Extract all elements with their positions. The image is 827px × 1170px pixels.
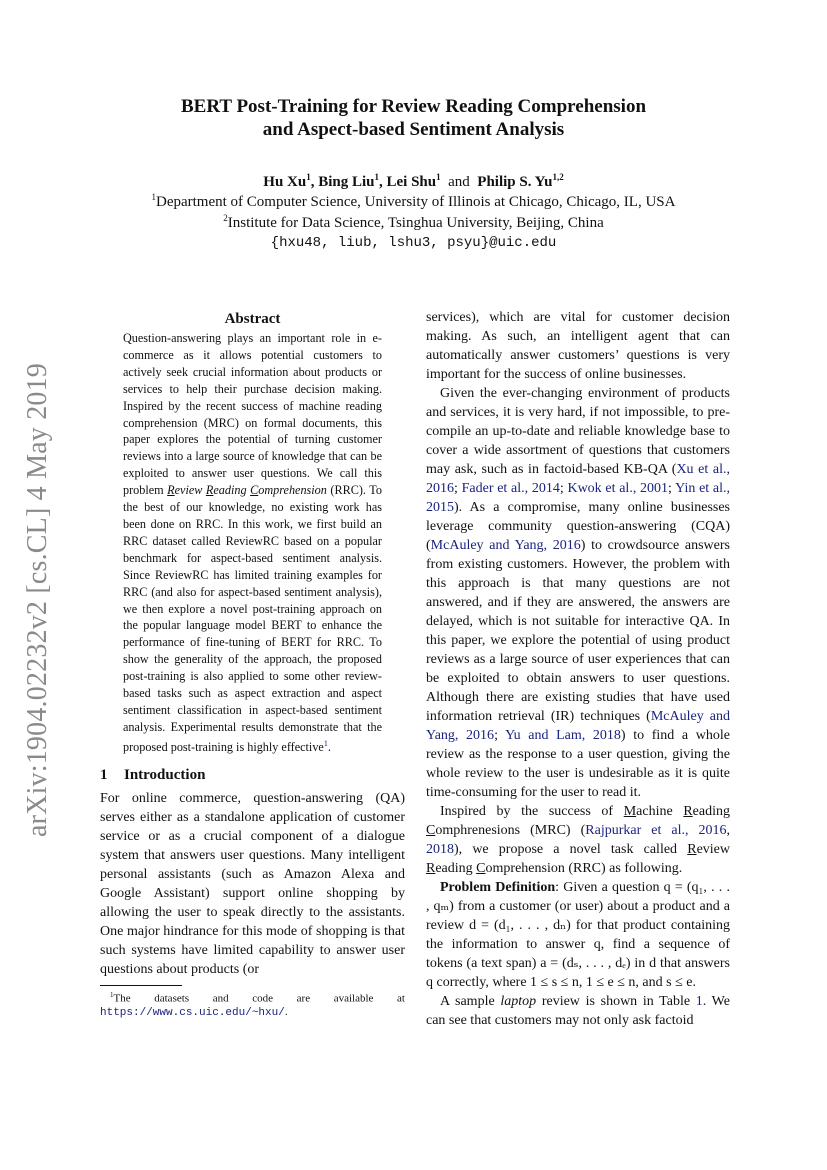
abstract-text: Question-answering plays an important role in e-commerce as it allows potential customers to actively seek crucial information about products or services to help their purchase decision making. Inspired by the recent success of machine reading comprehension (MRC) on formal documents, this paper explores the potential of turning customer reviews into a large source of knowledge that can be exploited to answer user questions. We call this problem — [123, 331, 382, 498]
citation-link[interactable]: Yu and Lam, 2018 — [505, 728, 621, 743]
author-name: Bing Liu — [318, 174, 375, 190]
rrc-term: Review Reading Comprehension — [167, 483, 327, 498]
author-emails: {hxu48, liub, lshu3, psyu}@uic.edu — [270, 235, 557, 251]
section-number: 1 — [100, 766, 108, 783]
author-conjunction: and — [448, 174, 470, 190]
title-line-2: and Aspect-based Sentiment Analysis — [262, 119, 565, 140]
footnote: $^1$The datasets and code are available at https://www.cs.uic.edu/~hxu/. — [100, 990, 405, 1020]
abstract-heading: Abstract — [224, 311, 281, 327]
table-ref-link[interactable]: 1 — [695, 994, 703, 1009]
affiliation-1 — [0, 192, 827, 213]
section-heading-introduction — [100, 765, 405, 785]
code-url-link[interactable]: https://www.cs.uic.edu/~hxu/ — [100, 1007, 285, 1020]
citation-link[interactable]: 2018 — [426, 842, 454, 857]
affiliation-text: Department of Computer Science, University of Illinois at Chicago, Chicago, IL, USA — [156, 194, 676, 210]
citation-link[interactable]: Yin et al., 2015 — [426, 481, 730, 515]
author-name: Philip S. Yu — [477, 174, 553, 190]
intro-paragraph-1-part-a: For online commerce, question-answering (QA) serves either as a standalone application of customer service or as a crucial component of a dialogue system that answers user questions. Many intelligent personal assistants (such as Amazon Alexa and Google Assistant) support online shopping by allowing the user to speak directly to the assistants. One major hindrance for this mode of shopping is that such systems have limited capability to answer user questions about products (or — [100, 790, 405, 977]
intro-paragraph-2: Given the ever-changing environment of products and services, it is very hard, if not impossible, to pre-compile an up-to-date and reliable knowledge base to cover a wide assortment of questions that customers may ask, such as in factoid-based KB-QA (Xu et al., 2016; Fader et al., 2014; Kwok et al., 2001; Yin et al., 2015). As a compromise, many online businesses leverage community question-answering (CQA) (McAuley and Yang, 2016) to crowdsource answers from existing customers. However, the problem with this approach is that many questions are not answered, and if they are answered, the answers are delayed, which is not suitable for interactive QA. In this paper, we explore the potential of using product reviews as a large source of user experiences that can be exploited to obtain answers to user questions. Although there are existing studies that have used information retrieval (IR) techniques (McAuley and Yang, 2016; Yu and Lam, 2018) to find a whole review as the response to a user question, giving the whole review to the user is undesirable as it is quite time-consuming for the user to read it. — [426, 386, 730, 800]
citation-link[interactable]: Rajpurkar et al., 2016 — [585, 823, 727, 838]
left-column — [100, 308, 405, 1020]
intro-paragraph-5: A sample laptop review is shown in Table 1. We can see that customers may not only ask factoid — [426, 994, 730, 1028]
footnote-ref-link[interactable]: 1 — [323, 738, 328, 748]
footnote-text: The datasets and code are available at — [113, 992, 405, 1005]
author-name: Hu Xu — [263, 174, 307, 190]
footnote-mark: 1 — [110, 990, 114, 999]
footnote-divider — [100, 985, 182, 986]
arxiv-side-stamp — [18, 360, 58, 840]
citation-link[interactable]: Fader et al., 2014 — [461, 481, 560, 496]
problem-definition-label: Problem Definition — [440, 880, 556, 895]
affiliation-mark: 2 — [223, 212, 228, 223]
author-names: Hu Xu$^1$, Bing Liu$^1$, Lei Shu$^1$ and Philip S. Yu$^{1,2}$ — [263, 172, 564, 190]
right-column — [426, 308, 730, 1030]
abstract-body: Question-answering plays an important role in e-commerce as it allows potential customers to actively seek crucial information about products or services to help their purchase decision making. Inspired by the recent success of machine reading comprehension (MRC) on formal documents, this paper explores the potential of turning customer reviews into a large source of knowledge that can be exploited to answer user questions. We call this problem Review Reading Comprehension (RRC). To the best of our knowledge, no existing work has been done on RRC. In this work, we first build an RRC dataset called ReviewRC based on a popular benchmark for aspect-based sentiment analysis. Since ReviewRC has limited training examples for RRC (and also for aspect-based sentiment analysis), we then explore a novel post-training approach on the popular language model BERT to enhance the performance of fine-tuning of BERT for RRC. To show the generality of the approach, the proposed post-training is also applied to some other review-based tasks such as aspect extraction and aspect sentiment classification in aspect-based sentiment analysis. Experimental results demonstrate that the proposed post-training is highly effective$^1$. — [123, 331, 382, 754]
citation-link[interactable]: McAuley and Yang, 2016 — [430, 538, 581, 553]
affiliation-mark: 1 — [151, 192, 156, 202]
problem-definition-paragraph: Problem Definition: Given a question q = (q₁, . . . , qₘ) from a customer (or user) about a product and a review d = (d₁, . . . , dₙ) for that product containing the information to answer q, find a sequence of tokens (a text span) a = (dₛ, . . . , dₑ) in d that answers q correctly, where 1 ≤ s ≤ n, 1 ≤ e ≤ n, and s ≤ e. — [426, 880, 730, 990]
intro-paragraph-1-part-b: services), which are vital for customer decision making. As such, an intelligent agent that can automatically answer customers’ questions is very important for the success of online businesses. — [426, 310, 730, 382]
intro-paragraph-3: Inspired by the success of Machine Reading Comphrenesions (MRC) (Rajpurkar et al., 2016, 2018), we propose a novel task called Review Reading Comprehension (RRC) as following. — [426, 804, 730, 876]
affiliation-text: Institute for Data Science, Tsinghua University, Beijing, China — [227, 214, 604, 231]
section-title: Introduction — [124, 766, 206, 783]
author-affiliation-mark: 1 — [436, 172, 441, 182]
author-block — [0, 172, 827, 254]
arxiv-identifier: arXiv:1904.02232v2 [cs.CL] 4 May 2019 — [22, 362, 53, 838]
affiliation-2 — [0, 213, 827, 234]
citation-link[interactable]: Kwok et al., 2001 — [567, 481, 669, 496]
title-line-1: BERT Post-Training for Review Reading Comprehension — [180, 96, 647, 117]
author-affiliation-mark: 1,2 — [552, 172, 564, 182]
citation-link[interactable]: Xu et al., 2016 — [426, 462, 730, 496]
paper-title — [0, 95, 827, 141]
author-name: Lei Shu — [386, 174, 437, 190]
author-affiliation-mark: 1 — [374, 172, 379, 182]
abstract-text: (RRC). To the best of our knowledge, no existing work has been done on RRC. In this work, we first build an RRC dataset called ReviewRC based on a popular benchmark for aspect-based sentiment analysis. Since ReviewRC has limited training examples for RRC (and also for aspect-based sentiment analysis), we then explore a novel post-training approach on the popular language model BERT to enhance the performance of fine-tuning of BERT for RRC. To show the generality of the approach, the proposed post-training is also applied to some other review-based tasks such as aspect extraction and aspect sentiment classification in aspect-based sentiment analysis. Experimental results demonstrate that the proposed post-training is highly effective — [123, 483, 382, 754]
author-affiliation-mark: 1 — [306, 172, 311, 182]
citation-link[interactable]: McAuley and Yang, 2016 — [426, 709, 730, 743]
